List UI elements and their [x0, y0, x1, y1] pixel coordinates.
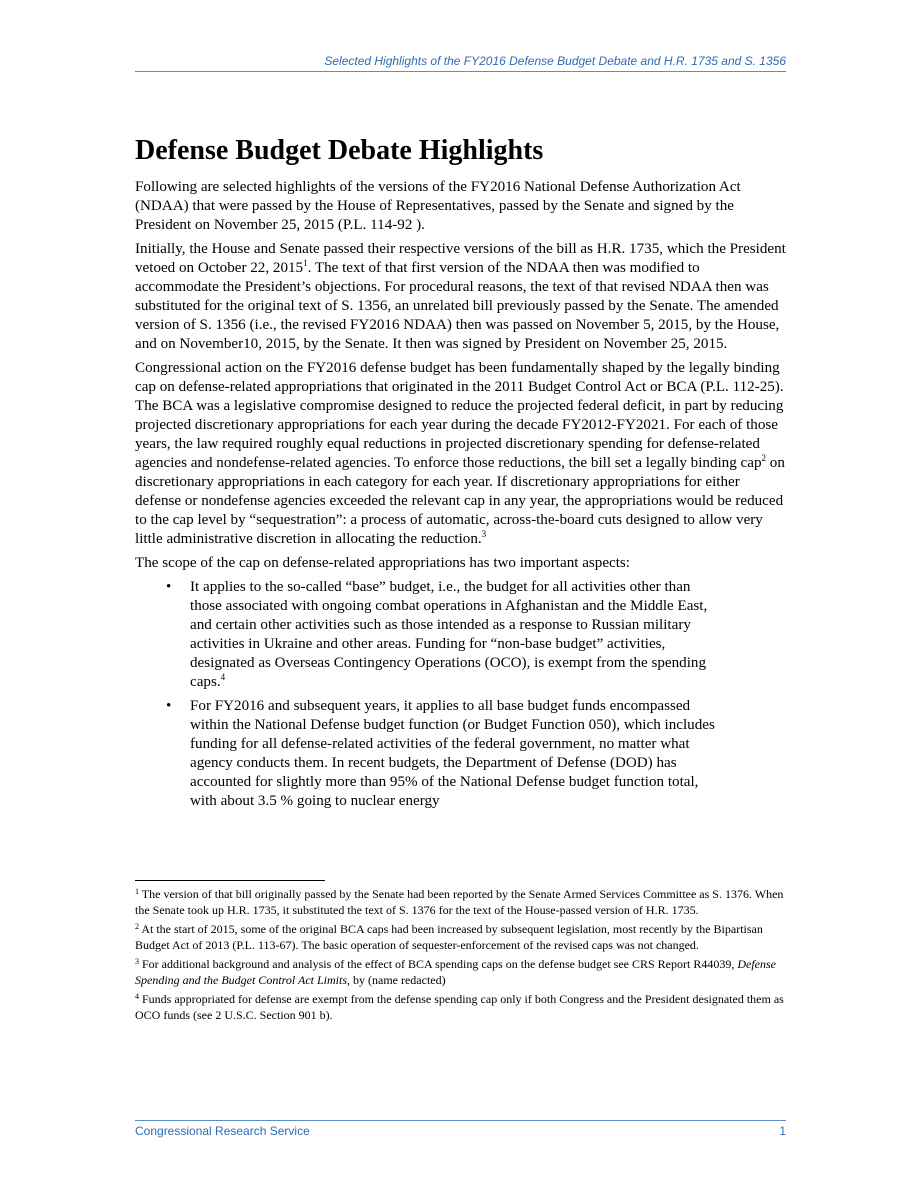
footnote-number: 1: [135, 887, 139, 896]
footnote-2: [135, 922, 786, 953]
paragraph-intro: Following are selected highlights of the versions of the FY2016 National Defense Authorization Act (NDAA) that were passed by the House of Representatives, passed by the Senate and signed by the President on November 25, 2015 (P.L. 114-92 ).: [135, 179, 741, 233]
footnote-text: , by (name redacted): [347, 972, 446, 987]
list-item: [135, 697, 718, 811]
footnote-ref-4[interactable]: 4: [220, 672, 226, 682]
page-footer: [135, 1120, 786, 1138]
footer-org: Congressional Research Service: [135, 1124, 310, 1138]
paragraph-veto-history: [135, 240, 786, 354]
main-content: [135, 133, 786, 816]
page-number: 1: [779, 1124, 786, 1138]
bullet-list: [135, 578, 786, 811]
paragraph-text: on discretionary appropriations in each category for each year. If discretionary appropriations for either defense or nondefense agencies exceeded the relevant cap in any year, the appropriations would be reduced to the cap level by “sequestration”: a process of automatic, across-the-board cuts designed to allow very little administrative discretion in allocating the reduction.: [135, 455, 785, 547]
running-header: Selected Highlights of the FY2016 Defense Budget Debate and H.R. 1735 and S. 1356: [135, 54, 786, 72]
footnote-number: 2: [135, 922, 139, 931]
paragraph-bca: [135, 359, 786, 549]
bullet-icon: •: [166, 579, 172, 595]
list-item-text: For FY2016 and subsequent years, it applies to all base budget funds encompassed within the National Defense budget function (or Budget Function 050), which includes funding for all defense-related activities of the federal government, no matter what agency conducts them. In recent budgets, the Department of Defense (DOD) has accounted for slightly more than 95% of the National Defense budget function total, with about 3.5 % going to nuclear energy: [190, 698, 715, 809]
footnote-text: For additional background and analysis of the effect of BCA spending caps on the defense budget see CRS Report R44039,: [142, 957, 738, 971]
footnote-text: The version of that bill originally passed by the Senate had been reported by the Senate Armed Services Committee as S. 1376. When the Senate took up H.R. 1735, it substituted the text of S. 1376 for the text of the House-passed version of H.R. 1735.: [135, 887, 784, 917]
footnote-ref-3[interactable]: 3: [481, 529, 487, 539]
paragraph-text: Congressional action on the FY2016 defense budget has been fundamentally shaped by the legally binding cap on defense-related appropriations that originated in the 2011 Budget Control Act or BCA (P.L. 112-25). The BCA was a legislative compromise designed to reduce the projected federal deficit, in part by reducing projected discretionary appropriations for each year during the decade FY2012-FY2021. For each of those years, the law required roughly equal reductions in projected discretionary spending for defense-related agencies and nondefense-related agencies. To enforce those reductions, the bill set a legally binding cap: [135, 360, 784, 471]
report-title: Defense Spending and the Budget Control Act Limits: [135, 957, 776, 987]
footnote-ref-2[interactable]: 2: [761, 453, 766, 463]
footnote-3: [135, 957, 786, 988]
footnote-number: 3: [135, 957, 139, 966]
list-item: [135, 578, 718, 692]
footnotes: [135, 887, 786, 1027]
footnote-1: [135, 887, 786, 918]
section-title: Defense Budget Debate Highlights: [135, 135, 544, 166]
footnote-4: [135, 992, 786, 1023]
footnote-text: At the start of 2015, some of the original BCA caps had been increased by subsequent legislation, most recently by the Bipartisan Budget Act of 2013 (P.L. 113-67). The basic operation of sequester-enforcement of the revised caps was not changed.: [135, 922, 763, 952]
paragraph-text: . The text of that first version of the NDAA then was modified to accommodate the President’s objections. For procedural reasons, the text of that revised NDAA then was substituted for the original text of S. 1356, an unrelated bill previously passed by the Senate. The amended version of S. 1356 (i.e., the revised FY2016 NDAA) then was passed on November 5, 2015, by the House, and on November10, 2015, by the Senate. It then was signed by President on November 25, 2015.: [135, 260, 780, 352]
paragraph-text: Initially, the House and Senate passed their respective versions of the bill as H.R. 1735, which the President vetoed on October 22, 2015: [135, 241, 786, 276]
paragraph-scope: The scope of the cap on defense-related appropriations has two important aspects:: [135, 555, 630, 571]
bullet-icon: •: [166, 698, 172, 714]
footnote-number: 4: [135, 992, 139, 1001]
footnote-divider: [135, 880, 325, 881]
list-item-text: It applies to the so-called “base” budget, i.e., the budget for all activities other than those associated with ongoing combat operations in Afghanistan and the Middle East, and certain other activities such as those intended as a response to Russian military activities in Ukraine and other areas. Funding for “non-base budget” activities, designated as Overseas Contingency Operations (OCO), is exempt from the spending caps.: [190, 579, 708, 690]
footnote-text: Funds appropriated for defense are exempt from the defense spending cap only if both Congress and the President designated them as OCO funds (see 2 U.S.C. Section 901 b).: [135, 992, 784, 1022]
footnote-ref-1[interactable]: 1: [303, 258, 308, 268]
